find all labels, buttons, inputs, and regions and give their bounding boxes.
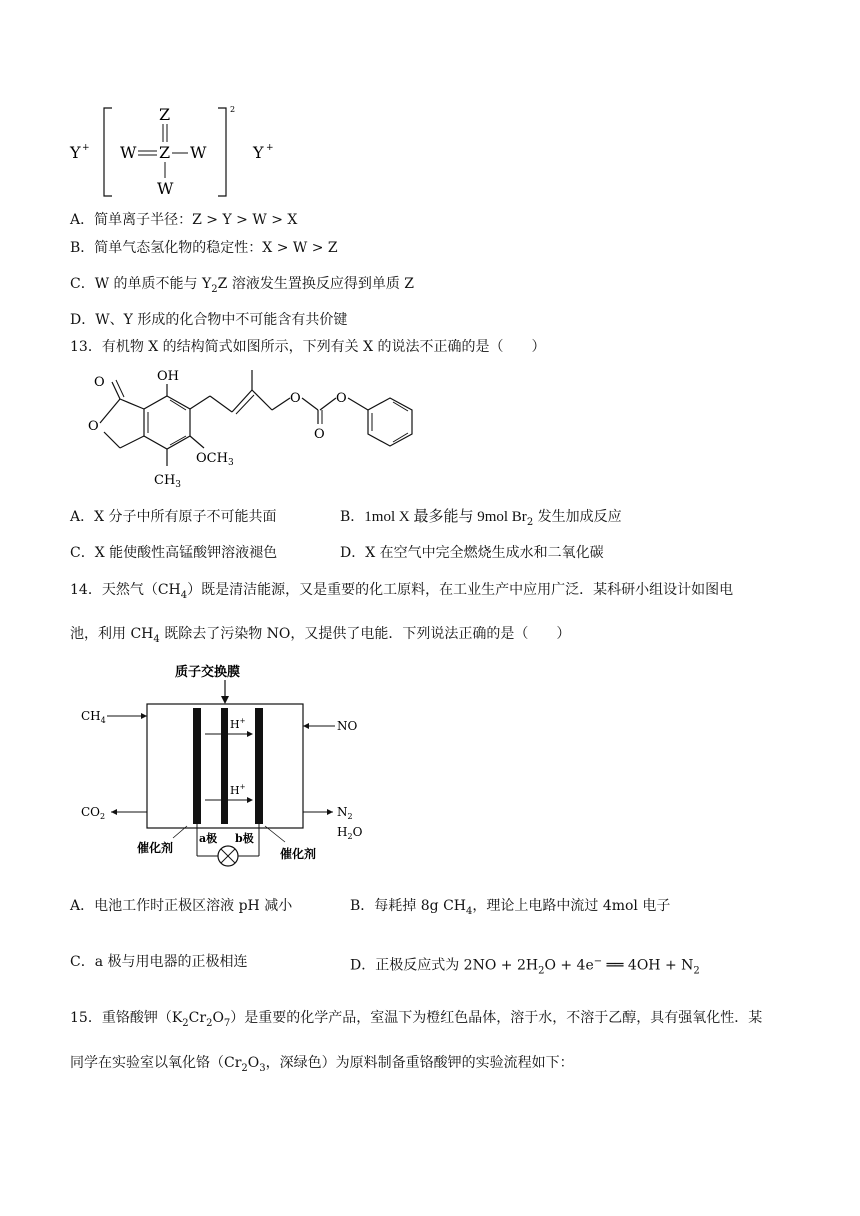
q15-stem-line2: 同学在实验室以氧化铬（$Cr_2O_3$，深绿色）为原料制备重铬酸钾的实验流程如下： <box>70 1055 574 1074</box>
cation-right-charge: + <box>266 143 274 153</box>
methoxy-label: $OCH_3$ <box>196 451 234 468</box>
w-left: W <box>120 143 137 162</box>
a-pole-label: a极 <box>199 832 218 845</box>
q12-option-a: A．简单离子半径：Z > Y > W > X <box>70 212 298 228</box>
q14-option-a: A．电池工作时正极区溶液 pH 减小 <box>70 898 293 914</box>
catalyst-right-label: 催化剂 <box>280 847 317 861</box>
co2-label: $CO_2$ <box>81 805 106 821</box>
q15-stem-line1: 15．重铬酸钾$(K_2Cr_2O_7)$是重要的化学产品，室温下为橙红色晶体，溶于水，不溶于乙醇，具有强氧化性．某 <box>70 1010 763 1029</box>
q14-option-c: C．a 极与用电器的正极相连 <box>70 954 248 970</box>
proton-label-bottom: H+ <box>230 783 246 797</box>
carbonate-oxygen: O <box>314 427 325 442</box>
q13-option-d: D．X 在空气中完全燃烧生成水和二氧化碳 <box>340 545 604 561</box>
cation-right: Y <box>253 143 264 162</box>
membrane-label: 质子交换膜 <box>175 665 241 680</box>
a-electrode <box>193 708 201 824</box>
catalyst-left-label: 催化剂 <box>137 841 174 855</box>
q13-option-b: B．1mol X 最多能与 9mol $Br_2$ 发生加成反应 <box>340 509 622 528</box>
hydroxyl-label: OH <box>157 369 179 384</box>
z-center: Z <box>159 143 171 162</box>
z-top: Z <box>159 105 171 124</box>
q12-structure-diagram <box>60 100 300 200</box>
q13-stem: 13．有机物 X 的结构简式如图所示，下列有关 X 的说法不正确的是（ ） <box>70 339 546 355</box>
proton-label-top: H+ <box>230 717 246 731</box>
q13-option-c: C．X 能使酸性高锰酸钾溶液褪色 <box>70 545 278 561</box>
q13-option-a: A．X 分子中所有原子不可能共面 <box>70 509 277 525</box>
w-bottom: W <box>157 179 174 198</box>
q14-option-b: B．每耗掉 8g $CH_4$，理论上电路中流过 4mol 电子 <box>350 898 671 917</box>
ester-oxygen-1: O <box>290 391 301 406</box>
left-bracket <box>104 108 112 196</box>
q13-molecule-diagram <box>72 366 442 494</box>
q14-stem-line2: 池，利用 $CH_4$ 既除去了污染物 NO，又提供了电能．下列说法正确的是（ ） <box>70 626 571 645</box>
cation-left: Y <box>70 143 81 162</box>
q14-fuel-cell-diagram <box>75 660 375 875</box>
ester-oxygen-2: O <box>336 391 347 406</box>
n2-label: $N_2$ <box>337 805 353 821</box>
no-label: NO <box>337 719 358 733</box>
q12-option-c: C．W 的单质不能与 $Y_2Z$ 溶液发生置换反应得到单质 Z <box>70 276 414 295</box>
q14-stem-line1: 14．天然气$(CH_4)$既是清洁能源，又是重要的化工原料，在工业生产中应用广泛．某科研小组设计如图电 <box>70 582 734 601</box>
ring-oxygen: O <box>88 419 99 434</box>
carbonyl-oxygen: O <box>94 375 105 390</box>
anion-charge: 2 <box>230 105 236 114</box>
ch4-label: $CH_4$ <box>81 709 106 725</box>
h2o-label: $H_2O$ <box>337 825 363 841</box>
methyl-label: $CH_3$ <box>154 473 182 490</box>
w-right: W <box>190 143 207 162</box>
b-electrode <box>255 708 263 824</box>
cation-left-charge: + <box>82 143 90 153</box>
membrane-bar <box>221 708 228 824</box>
right-bracket <box>218 108 226 196</box>
q12-option-b: B．简单气态氢化物的稳定性：X > W > Z <box>70 240 338 256</box>
b-pole-label: b极 <box>235 832 254 845</box>
q12-option-d: D．W、Y 形成的化合物中不可能含有共价键 <box>70 312 348 328</box>
q14-option-d: D．正极反应式为 $2NO + 2H_2O + 4e^-$ ══ $4OH + N_2$ <box>350 956 700 977</box>
